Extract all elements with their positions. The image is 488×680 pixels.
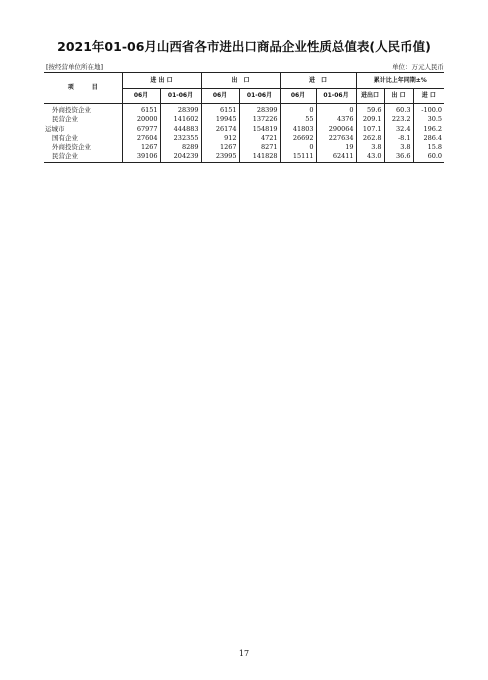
header-group-yoy: 累计比上年同期±% — [356, 73, 444, 89]
table-cell: 8289 — [160, 143, 201, 152]
table-cell: 232355 — [160, 134, 201, 143]
header-item — [44, 73, 122, 104]
table-cell: -8.1 — [384, 134, 413, 143]
trade-value-table — [44, 72, 444, 163]
table-row — [44, 125, 444, 134]
row-label: 外商投资企业 — [52, 106, 91, 114]
table-cell: 43.0 — [356, 152, 384, 162]
table-cell: -100.0 — [413, 104, 444, 116]
header-sub: 出 口 — [384, 89, 413, 104]
header-sub: 进出口 — [356, 89, 384, 104]
table-cell: 28399 — [160, 104, 201, 116]
table-row — [44, 134, 444, 143]
table-cell: 223.2 — [384, 115, 413, 124]
row-label: 民营企业 — [52, 115, 78, 124]
table-cell: 39106 — [122, 152, 160, 162]
table-cell: 28399 — [239, 104, 280, 116]
table-body — [44, 104, 444, 163]
header-sub: 06月 — [201, 89, 239, 104]
table-cell: 444883 — [160, 125, 201, 134]
header-item-label: 项 目 — [67, 84, 98, 92]
table-cell: 0 — [280, 143, 316, 152]
table-cell: 62411 — [316, 152, 356, 162]
table-cell: 262.8 — [356, 134, 384, 143]
table-cell: 286.4 — [413, 134, 444, 143]
table-cell: 1267 — [122, 143, 160, 152]
table-cell: 19945 — [201, 115, 239, 124]
table-cell: 196.2 — [413, 125, 444, 134]
header-group-import: 进 口 — [280, 73, 356, 89]
header-sub: 01-06月 — [239, 89, 280, 104]
table-cell: 6151 — [201, 104, 239, 116]
table-cell: 3.8 — [384, 143, 413, 152]
table-cell: 3.8 — [356, 143, 384, 152]
table-cell: 1267 — [201, 143, 239, 152]
table-cell: 15.8 — [413, 143, 444, 152]
table-cell: 32.4 — [384, 125, 413, 134]
table-cell: 30.5 — [413, 115, 444, 124]
location-note: [按经营单位所在地] — [46, 63, 104, 71]
table-cell: 107.1 — [356, 125, 384, 134]
table-cell: 912 — [201, 134, 239, 143]
table-cell: 137226 — [239, 115, 280, 124]
table-cell: 27604 — [122, 134, 160, 143]
table-row — [44, 152, 444, 162]
header-sub: 01-06月 — [316, 89, 356, 104]
row-label: 外商投资企业 — [52, 143, 91, 152]
header-row-groups — [44, 73, 444, 89]
table-cell: 36.6 — [384, 152, 413, 162]
table-row — [44, 115, 444, 124]
table-cell: 204239 — [160, 152, 201, 162]
table-title: 2021年01-06月山西省各市进出口商品企业性质总值表(人民币值) — [57, 39, 431, 54]
table-cell: 141828 — [239, 152, 280, 162]
table-cell: 67977 — [122, 125, 160, 134]
row-label: 民营企业 — [52, 152, 78, 161]
table-cell: 0 — [280, 104, 316, 116]
table-cell: 60.3 — [384, 104, 413, 116]
table-cell: 20000 — [122, 115, 160, 124]
table-cell: 290064 — [316, 125, 356, 134]
table-row — [44, 143, 444, 152]
header-sub: 进 口 — [413, 89, 444, 104]
header-group-export: 出 口 — [201, 73, 280, 89]
header-group-total: 进 出 口 — [122, 73, 201, 89]
row-label: 运城市 — [45, 124, 65, 133]
table-cell: 19 — [316, 143, 356, 152]
table-cell: 141602 — [160, 115, 201, 124]
table-cell: 23995 — [201, 152, 239, 162]
table-cell: 41803 — [280, 125, 316, 134]
unit-note: 单位：万元人民币 — [392, 63, 444, 71]
table-cell: 26692 — [280, 134, 316, 143]
header-sub: 06月 — [122, 89, 160, 104]
table-cell: 154819 — [239, 125, 280, 134]
table-cell: 55 — [280, 115, 316, 124]
table-cell: 6151 — [122, 104, 160, 116]
table-cell: 15111 — [280, 152, 316, 162]
table-cell: 4721 — [239, 134, 280, 143]
table-cell: 8271 — [239, 143, 280, 152]
table-row — [44, 104, 444, 116]
table-cell: 209.1 — [356, 115, 384, 124]
row-label: 国有企业 — [52, 133, 78, 142]
table-cell: 60.0 — [413, 152, 444, 162]
header-sub: 06月 — [280, 89, 316, 104]
header-sub: 01-06月 — [160, 89, 201, 104]
table-cell: 4376 — [316, 115, 356, 124]
table-cell: 227634 — [316, 134, 356, 143]
table-cell: 0 — [316, 104, 356, 116]
table-cell: 59.6 — [356, 104, 384, 116]
page-number: 17 — [238, 649, 250, 658]
table-cell: 26174 — [201, 125, 239, 134]
